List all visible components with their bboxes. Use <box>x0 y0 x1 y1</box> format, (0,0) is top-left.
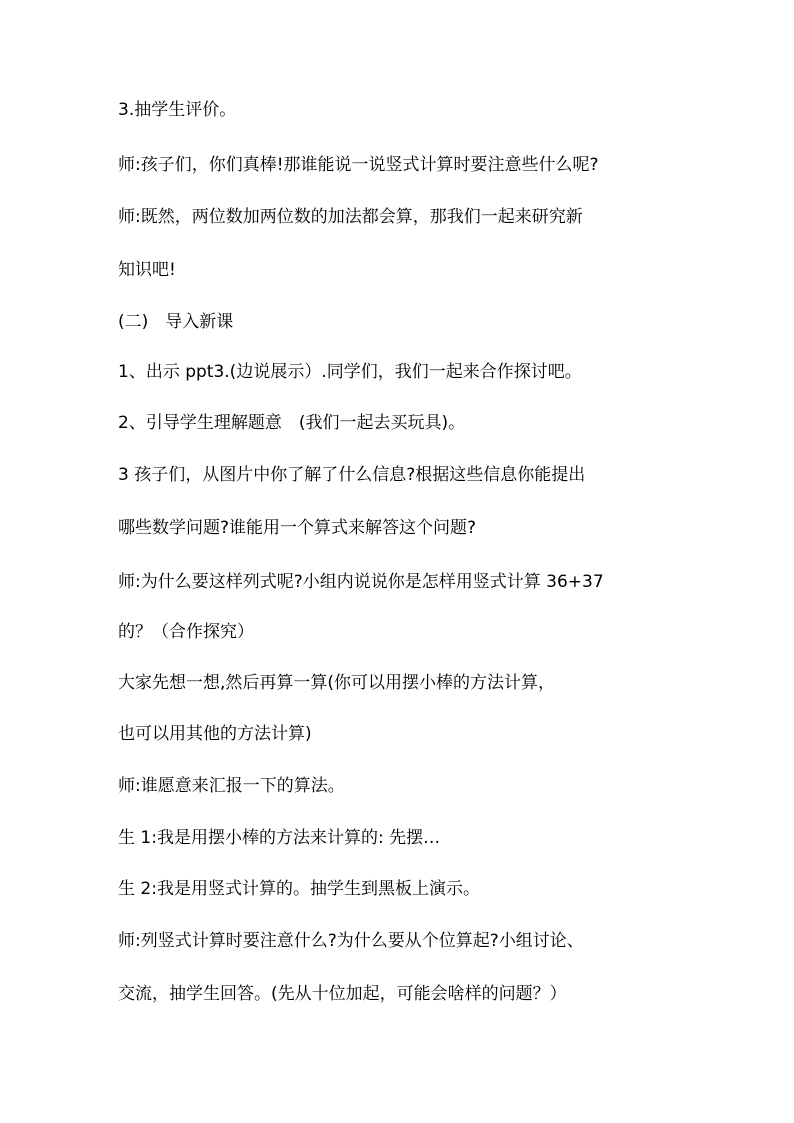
text-line-teacher-vertical: 师:列竖式计算时要注意什么?为什么要从个位算起?小组讨论、 <box>118 931 584 951</box>
text-line-report: 师:谁愿意来汇报一下的算法。 <box>118 776 345 796</box>
text-line-teacher-question: 师:为什么要这样列式呢?小组内说说你是怎样用竖式计算 36+37 <box>118 572 604 592</box>
text-line-step-1: 1、出示 ppt3.(边说展示）.同学们，我们一起来合作探讨吧。 <box>118 362 582 382</box>
text-line-student-1: 生 1:我是用摆小棒的方法来计算的: 先摆… <box>118 828 441 848</box>
text-line-other-method: 也可以用其他的方法计算) <box>118 724 312 744</box>
text-line-step-3-cont: 哪些数学问题?谁能用一个算式来解答这个问题? <box>118 518 477 538</box>
text-line-student-2: 生 2:我是用竖式计算的。抽学生到黑板上演示。 <box>118 879 480 899</box>
text-line-new-knowledge: 知识吧! <box>118 260 176 280</box>
section-heading: (二) 导入新课 <box>118 312 234 332</box>
text-line-step-3: 3 孩子们，从图片中你了解了什么信息?根据这些信息你能提出 <box>118 465 586 485</box>
text-line-think-first: 大家先想一想,然后再算一算(你可以用摆小棒的方法计算， <box>118 673 556 693</box>
text-line-cooperative: 的？（合作探究） <box>118 622 254 642</box>
text-line-step-2: 2、引导学生理解题意 (我们一起去买玩具)。 <box>118 413 466 433</box>
text-line-teacher-praise: 师:孩子们，你们真棒!那谁能说一说竖式计算时要注意些什么呢? <box>118 155 599 175</box>
text-line-discussion: 交流，抽学生回答。(先从十位加起，可能会啥样的问题？） <box>118 984 567 1004</box>
text-line-evaluation: 3.抽学生评价。 <box>118 100 237 120</box>
text-line-teacher-transition: 师:既然，两位数加两位数的加法都会算，那我们一起来研究新 <box>118 207 583 227</box>
